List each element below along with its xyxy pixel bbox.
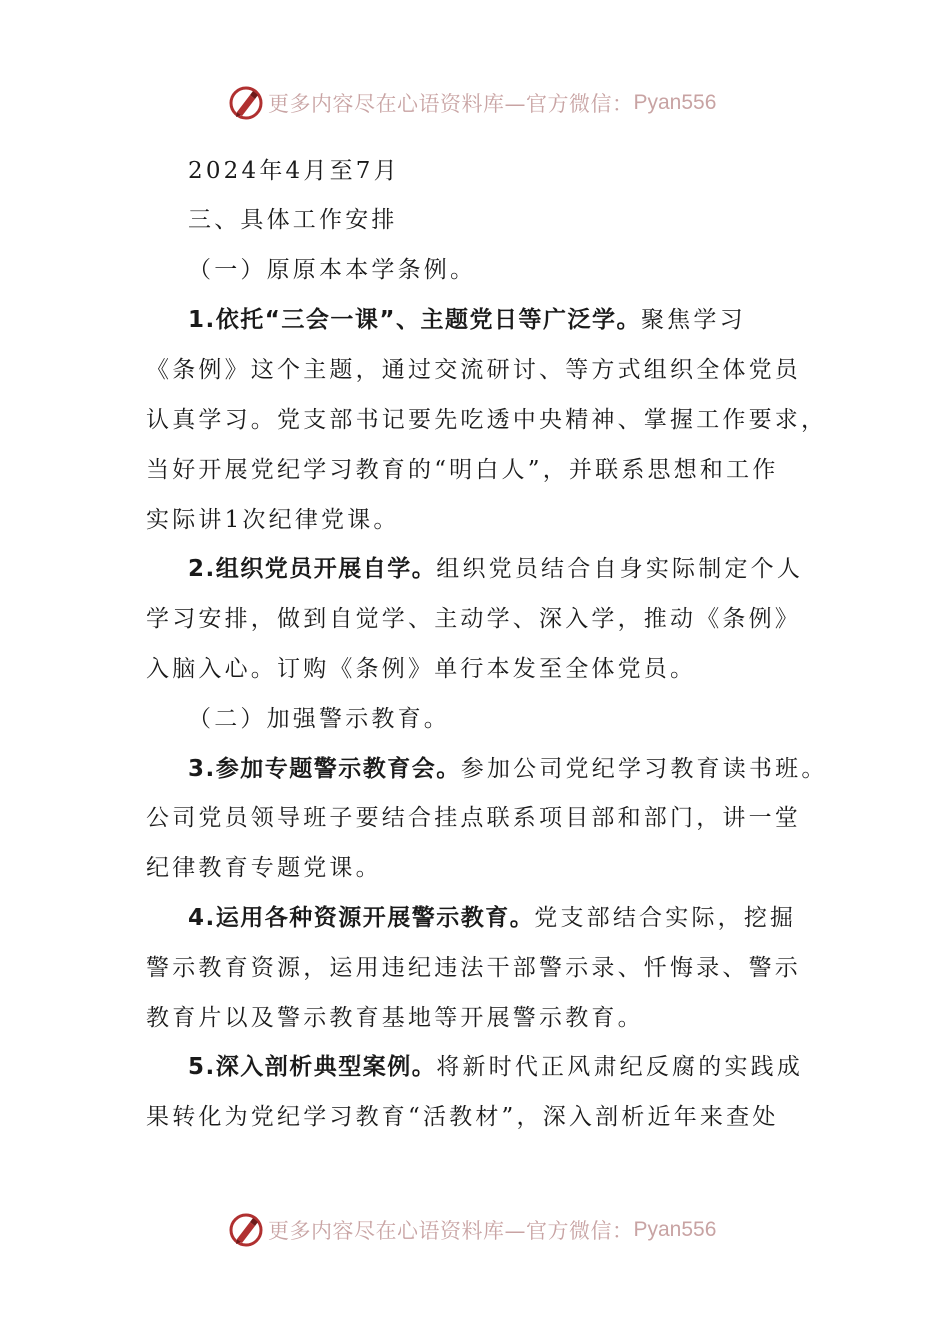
watermark-text: 更多内容尽在心语资料库—官方微信： (268, 92, 634, 116)
text-line: 教育片以及警示教育基地等开展警示教育。 (146, 1005, 644, 1031)
watermark-wechat-id: Pyan556 (633, 1218, 717, 1241)
watermark-text: 更多内容尽在心语资料库—官方微信： (268, 1219, 634, 1243)
text-line: 当好开展党纪学习教育的“明白人”，并联系思想和工作 (146, 457, 779, 483)
text-line: 4.运用各种资源开展警示教育。党支部结合实际，挖掘 (188, 905, 797, 931)
text-line: 入脑入心。订购《条例》单行本发至全体党员。 (146, 656, 697, 682)
text-line: 2.组织党员开展自学。组织党员结合自身实际制定个人 (188, 556, 804, 582)
text-line: （一）原原本本学条例。 (188, 257, 477, 283)
text-line: 1.依托“三会一课”、主题党日等广泛学。聚焦学习 (188, 307, 746, 333)
watermark-footer (228, 1210, 716, 1250)
text-line: 3.参加专题警示教育会。参加公司党纪学习教育读书班。 (188, 756, 828, 782)
text-line: 纪律教育专题党课。 (146, 855, 382, 881)
watermark-wechat-id: Pyan556 (633, 91, 717, 114)
text-line: 三、具体工作安排 (188, 207, 398, 233)
pen-circle-logo-icon (228, 1212, 264, 1248)
text-line: 实际讲1次纪律党课。 (146, 507, 400, 533)
watermark-header (228, 83, 716, 123)
text-line: 警示教育资源，运用违纪违法干部警示录、忏悔录、警示 (146, 955, 801, 981)
text-line: 5.深入剖析典型案例。将新时代正风肃纪反腐的实践成 (188, 1054, 804, 1080)
text-line: 果转化为党纪学习教育“活教材”，深入剖析近年来查处 (146, 1104, 779, 1130)
text-line: 学习安排，做到自觉学、主动学、深入学，推动《条例》 (146, 606, 801, 632)
text-line: 《条例》这个主题，通过交流研讨、等方式组织全体党员 (146, 357, 801, 383)
text-line: 公司党员领导班子要结合挂点联系项目部和部门，讲一堂 (146, 805, 801, 831)
pen-circle-logo-icon (228, 85, 264, 121)
text-line: （二）加强警示教育。 (188, 706, 450, 732)
text-line: 2024年4月至7月 (188, 158, 400, 184)
text-line: 认真学习。党支部书记要先吃透中央精神、掌握工作要求， (146, 407, 828, 433)
